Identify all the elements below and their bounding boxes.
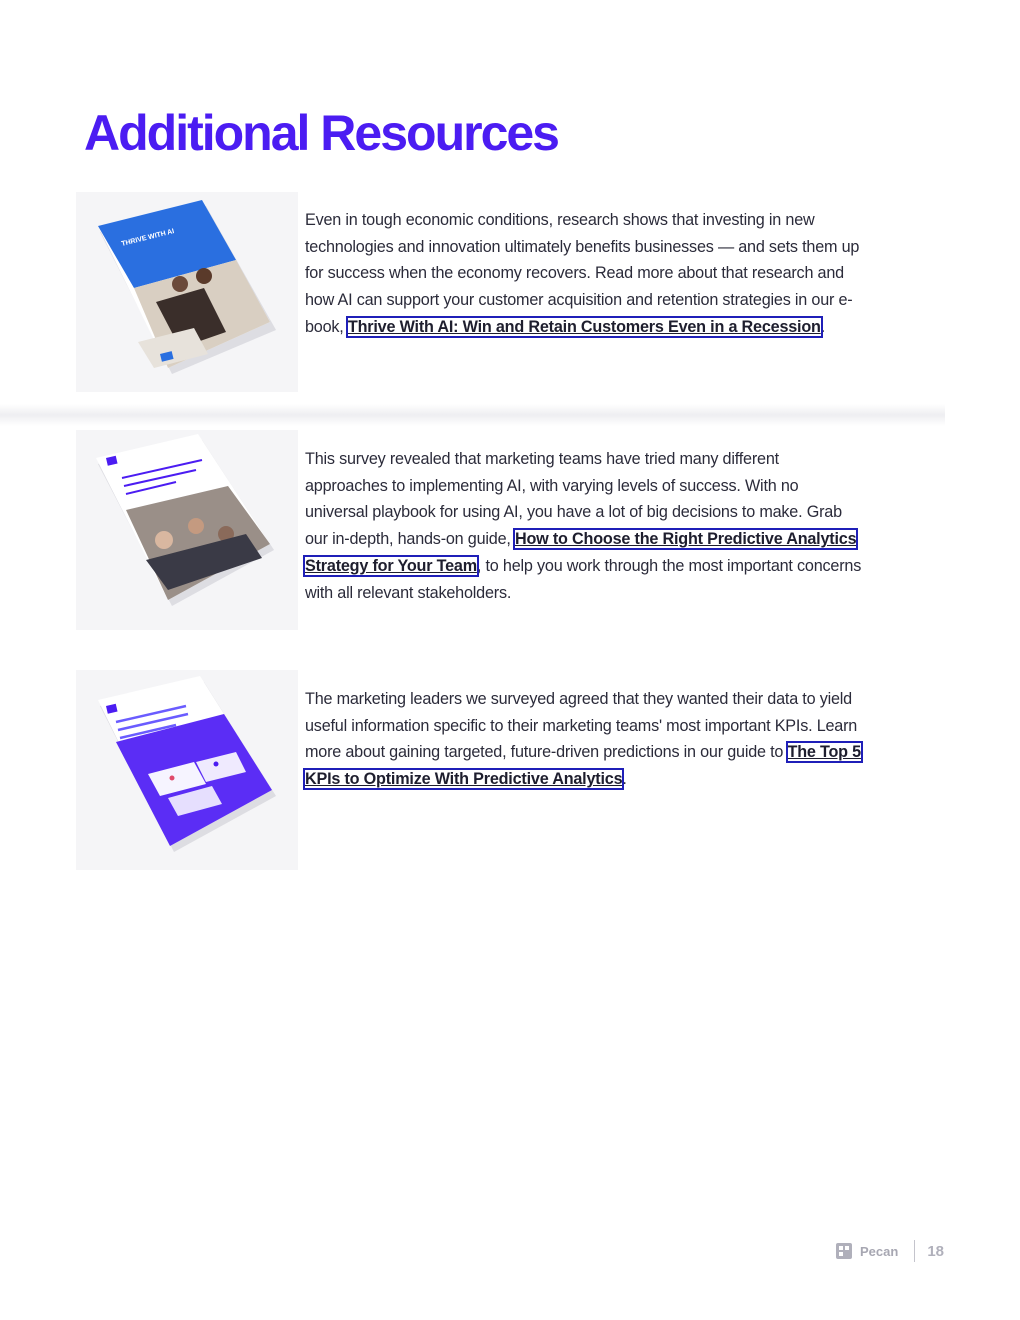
description-text: The marketing leaders we surveyed agreed that they wanted their data to yield useful information specific to their marketing teams' most important KPIs. Learn more about gaining targeted, future-driven predictions in our guide to bbox=[305, 690, 858, 762]
page-title: Additional Resources bbox=[84, 105, 558, 161]
ebook-cover-recession bbox=[76, 192, 298, 392]
guide-cover-top5-kpis bbox=[76, 670, 298, 870]
guide-cover-predictive-strategy bbox=[76, 430, 298, 630]
guide-cover-image[interactable] bbox=[76, 430, 298, 630]
footer-separator bbox=[914, 1240, 915, 1262]
pecan-logo-icon bbox=[836, 1243, 852, 1259]
footer-brand: Pecan bbox=[860, 1243, 899, 1259]
page-number: 18 bbox=[927, 1242, 944, 1260]
cover-text: THRIVE WITH AI bbox=[120, 228, 176, 248]
description-text-end: . bbox=[622, 770, 627, 789]
resource-description-2 bbox=[305, 446, 865, 606]
description-text: This survey revealed that marketing teams have tried many different approaches to implementing AI, with varying levels of success. With no universal playbook for using AI, you have a lot of big decisions to make. Grab our in-depth, hands-on guide, bbox=[305, 450, 842, 549]
section-divider bbox=[0, 404, 945, 426]
link-predictive-analytics-strategy[interactable]: How to Choose the Right Predictive Analytics Strategy for Your Team bbox=[305, 530, 857, 575]
resource-description-3 bbox=[305, 686, 865, 793]
resource-description-1 bbox=[305, 207, 865, 341]
page-footer bbox=[836, 1240, 944, 1262]
description-text-end: , to help you work through the most important concerns with all relevant stakeholders. bbox=[305, 556, 862, 602]
ebook-cover-image[interactable] bbox=[76, 192, 298, 392]
link-thrive-with-ai[interactable]: Thrive With AI: Win and Retain Customers Even in a Recession bbox=[347, 317, 821, 336]
description-text-end: . bbox=[820, 317, 826, 336]
guide-cover-image[interactable] bbox=[76, 670, 298, 870]
description-text: Even in tough economic conditions, research shows that investing in new technologies and innovation ultimately benefits businesses — and sets them up for success when the economy recovers. Read more about that research and how AI can support your customer acquisition and retention strategies in our e-book, bbox=[305, 211, 860, 336]
link-top-5-kpis[interactable]: The Top 5 KPIs to Optimize With Predictive Analytics bbox=[305, 743, 861, 789]
